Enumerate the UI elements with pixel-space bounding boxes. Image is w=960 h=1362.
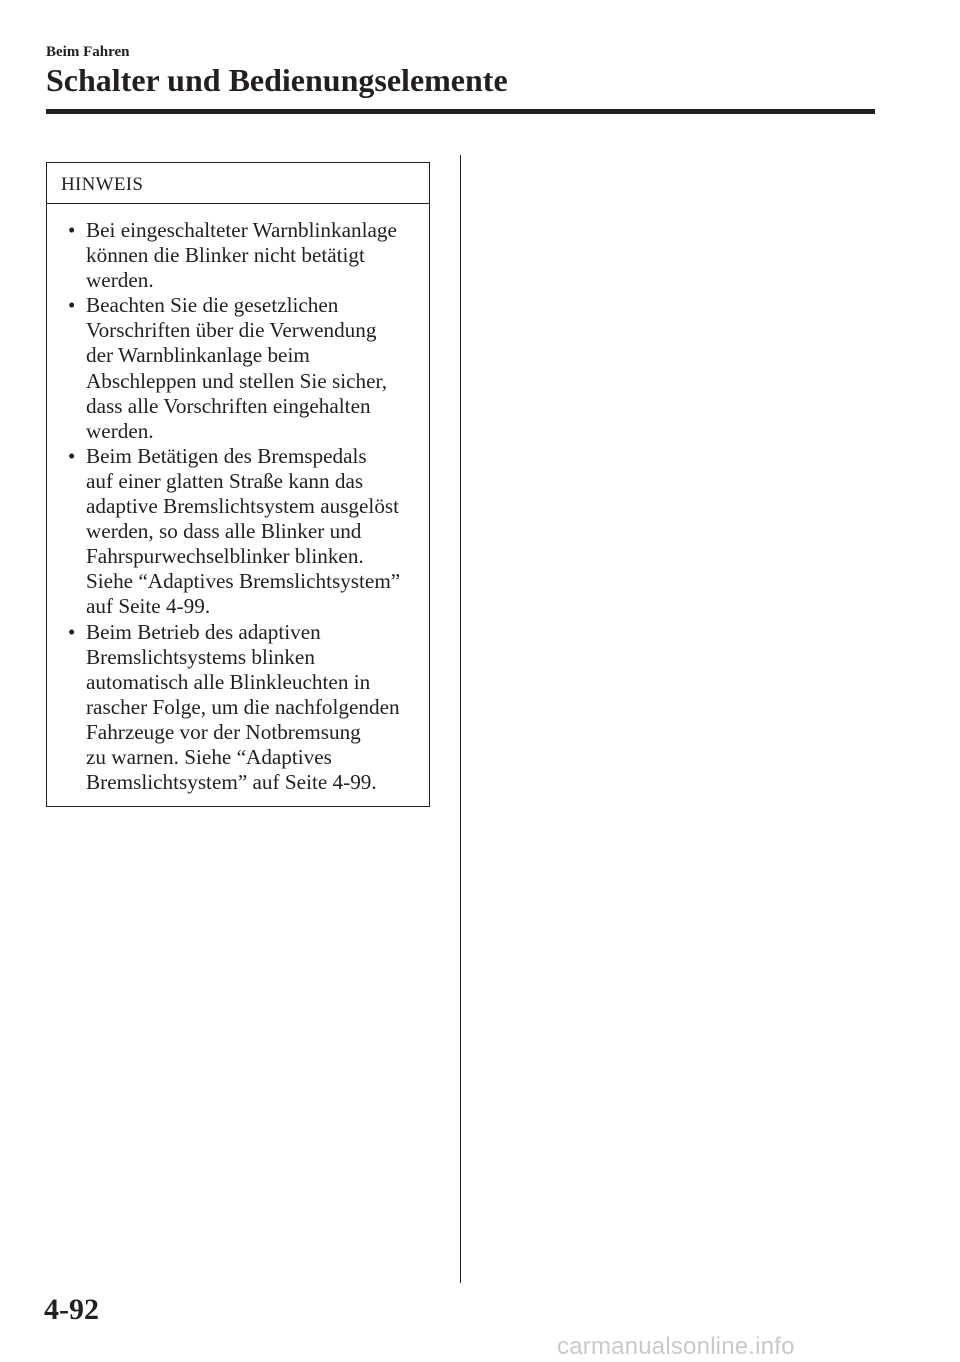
note-line: Abschleppen und stellen Sie sicher, — [86, 368, 388, 393]
note-box — [46, 162, 430, 807]
note-line: dass alle Vorschriften eingehalten — [86, 393, 371, 418]
note-line: auf einer glatten Straße kann das — [86, 468, 364, 493]
title-rule — [46, 109, 875, 114]
note-line: werden. — [86, 418, 154, 443]
bullet-icon: • — [68, 619, 76, 644]
note-line: Beim Betrieb des adaptiven — [86, 619, 321, 644]
note-line: Beim Betätigen des Bremspedals — [86, 443, 367, 468]
page-title: Schalter und Bedienungselemente — [46, 62, 508, 98]
bullet-icon: • — [68, 218, 76, 242]
note-item — [47, 620, 429, 796]
note-line: auf Seite 4-99. — [86, 594, 211, 619]
note-heading-divider — [47, 203, 429, 204]
note-line: Vorschriften über die Verwendung — [86, 318, 377, 343]
note-line: Bremslichtsystem” auf Seite 4-99. — [86, 770, 377, 795]
note-line: zu warnen. Siehe “Adaptives — [86, 744, 332, 769]
note-line: können die Blinker nicht betätigt — [86, 243, 365, 268]
note-item — [47, 218, 429, 293]
note-line: Beachten Sie die gesetzlichen — [86, 293, 339, 318]
bullet-icon: • — [68, 293, 76, 318]
note-line: Bremslichtsystems blinken — [86, 644, 315, 669]
note-item — [47, 293, 429, 444]
note-line: werden, so dass alle Blinker und — [86, 519, 362, 544]
note-line: rascher Folge, um die nachfolgenden — [86, 694, 400, 719]
bullet-icon: • — [68, 443, 76, 468]
page-number: 4-92 — [44, 1293, 99, 1326]
note-line: werden. — [86, 268, 154, 293]
note-heading: HINWEIS — [61, 174, 144, 195]
note-line: adaptive Bremslichtsystem ausgelöst — [86, 494, 400, 519]
note-line: Bei eingeschalteter Warnblinkanlage — [86, 218, 397, 242]
note-line: Siehe “Adaptives Bremslichtsystem” — [86, 569, 401, 594]
note-line: Fahrzeuge vor der Notbremsung — [86, 719, 361, 744]
column-divider — [460, 155, 461, 1283]
note-item — [47, 444, 429, 620]
note-line: der Warnblinkanlage beim — [86, 343, 310, 368]
note-list — [47, 218, 429, 795]
watermark: carmanualsonline.info — [557, 1333, 795, 1360]
note-line: Fahrspurwechselblinker blinken. — [86, 544, 364, 569]
section-label: Beim Fahren — [46, 44, 130, 60]
note-line: automatisch alle Blinkleuchten in — [86, 669, 371, 694]
